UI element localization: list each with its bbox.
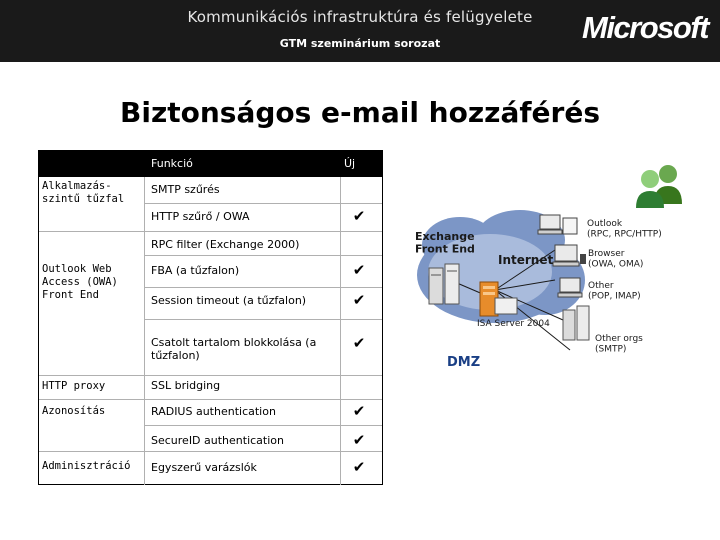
feature-row: SMTP szűrés [151,183,220,196]
feature-row: HTTP szűrő / OWA [151,210,250,223]
category-app-firewall: Alkalmazás-szintű tűzfal [42,180,125,205]
other-client-icon [558,278,582,297]
table-header-band [39,151,382,177]
other-label-text: Other [588,281,614,291]
isa-gateway-icon [495,298,517,314]
slide-title: Biztonságos e-mail hozzáférés [120,96,600,129]
check-icon: ✔ [352,291,366,309]
feature-row: Csatolt tartalom blokkolása (a tűzfalon) [151,336,317,362]
row-divider [144,255,382,256]
feature-row: Egyszerű varázslók [151,461,257,474]
row-divider [39,399,382,400]
browser-client-icon [553,245,586,266]
network-diagram [395,160,720,375]
dmz-label: DMZ [447,355,481,370]
col-divider [340,177,341,485]
feature-row: FBA (a tűzfalon) [151,264,240,277]
row-divider [39,451,382,452]
other-orgs-server-icon [563,306,589,340]
category-auth: Azonosítás [42,405,106,417]
other-orgs-label-text: Other orgs [595,334,643,344]
check-icon: ✔ [352,402,366,420]
exchange-label: Exchange Front End [415,230,475,256]
header-title: Kommunikációs infrastruktúra és felügyelete [187,8,533,26]
col-divider [144,177,145,485]
col-header-new: Új [344,157,356,170]
category-owa: Outlook Web Access (OWA) Front End [42,263,118,301]
row-divider [39,375,382,376]
check-icon: ✔ [352,334,366,352]
col-header-feature: Funkció [151,157,193,170]
check-icon: ✔ [352,261,366,279]
header-subtitle: GTM szeminárium sorozat [279,37,441,50]
outlook-client-icon [538,215,577,234]
category-admin: Adminisztráció [42,460,131,472]
microsoft-logo: Microsoft [582,10,708,45]
row-divider [144,425,382,426]
check-icon: ✔ [352,207,366,225]
category-http-proxy: HTTP proxy [42,380,106,392]
feature-row: SecureID authentication [151,434,284,447]
row-divider [144,203,382,204]
other-label: Other (POP, IMAP) [588,281,641,302]
other-orgs-label: Other orgs (SMTP) [595,334,643,355]
row-divider [39,231,382,232]
feature-row: RPC filter (Exchange 2000) [151,238,300,251]
feature-row: RADIUS authentication [151,405,276,418]
feature-row: Session timeout (a tűzfalon) [151,294,307,307]
row-divider [144,287,382,288]
isa-label: ISA Server 2004 [477,319,550,329]
outlook-label-text: Outlook [587,219,623,229]
exchange-label-text: Exchange [415,230,475,243]
feature-table [38,150,383,485]
header-bar [0,0,720,62]
browser-label: Browser (OWA, OMA) [588,249,644,270]
feature-row: SSL bridging [151,379,221,392]
outlook-label: Outlook (RPC, RPC/HTTP) [587,219,662,240]
check-icon: ✔ [352,458,366,476]
browser-label-text: Browser [588,249,625,259]
internet-label: Internet [498,253,554,267]
check-icon: ✔ [352,431,366,449]
row-divider [144,319,382,320]
